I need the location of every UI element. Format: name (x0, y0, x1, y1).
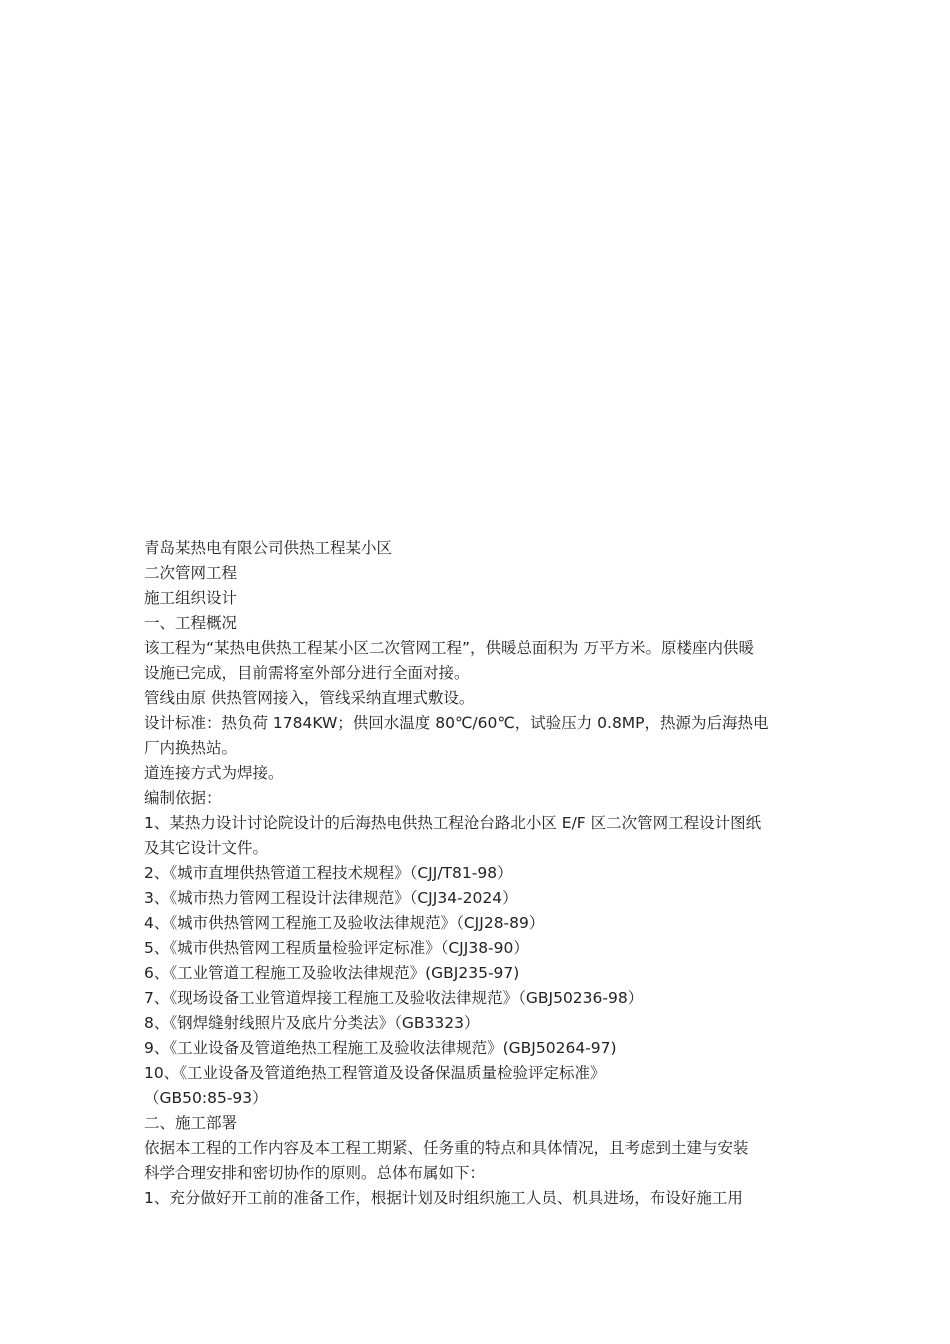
paragraph-line: 设计标准：热负荷 1784KW；供回水温度 80℃/60℃，试验压力 0.8MP，热源为后海热电 (144, 714, 769, 732)
paragraph-line: 道连接方式为焊接。 (144, 764, 284, 782)
document-body (144, 536, 812, 1211)
paragraph-line: 该工程为“某热电供热工程某小区二次管网工程”，供暖总面积为 万平方米。原楼座内供暖 (144, 639, 754, 657)
title-line-1: 青岛某热电有限公司供热工程某小区 (144, 539, 393, 557)
list-item: 1、充分做好开工前的准备工作，根据计划及时组织施工人员、机具进场，布设好施工用 (144, 1189, 743, 1207)
list-item-continuation: 及其它设计文件。 (144, 839, 269, 857)
paragraph-line: 设施已完成，目前需将室外部分进行全面对接。 (144, 664, 470, 682)
list-item-continuation: （GB50:85-93） (144, 1089, 268, 1107)
section-heading-overview: 一、工程概况 (144, 614, 238, 632)
paragraph-line: 科学合理安排和密切协作的原则。总体布属如下： (144, 1164, 486, 1182)
list-item: 8、《钢焊缝射线照片及底片分类法》（GB3323） (144, 1014, 480, 1032)
list-item: 3、《城市热力管网工程设计法律规范》（CJJ34-2024） (144, 889, 518, 907)
list-item: 9、《工业设备及管道绝热工程施工及验收法律规范》(GBJ50264-97) (144, 1039, 617, 1057)
list-item: 6、《工业管道工程施工及验收法律规范》(GBJ235-97) (144, 964, 520, 982)
subheading-basis: 编制依据： (144, 789, 222, 807)
paragraph-line: 管线由原 供热管网接入，管线采纳直埋式敷设。 (144, 689, 475, 707)
paragraph-line: 厂内换热站。 (144, 739, 238, 757)
list-item: 1、某热力设计讨论院设计的后海热电供热工程沧台路北小区 E/F 区二次管网工程设计图纸 (144, 814, 762, 832)
list-item: 5、《城市供热管网工程质量检验评定标准》（CJJ38-90） (144, 939, 529, 957)
list-item: 4、《城市供热管网工程施工及验收法律规范》（CJJ28-89） (144, 914, 545, 932)
section-heading-deployment: 二、施工部署 (144, 1114, 238, 1132)
list-item: 2、《城市直埋供热管道工程技术规程》（CJJ/T81-98） (144, 864, 513, 882)
title-line-3: 施工组织设计 (144, 589, 238, 607)
list-item: 10、《工业设备及管道绝热工程管道及设备保温质量检验评定标准》 (144, 1064, 606, 1082)
title-line-2: 二次管网工程 (144, 564, 238, 582)
list-item: 7、《现场设备工业管道焊接工程施工及验收法律规范》（GBJ50236-98） (144, 989, 644, 1007)
paragraph-line: 依据本工程的工作内容及本工程工期紧、任务重的特点和具体情况，且考虑到土建与安装 (144, 1139, 749, 1157)
